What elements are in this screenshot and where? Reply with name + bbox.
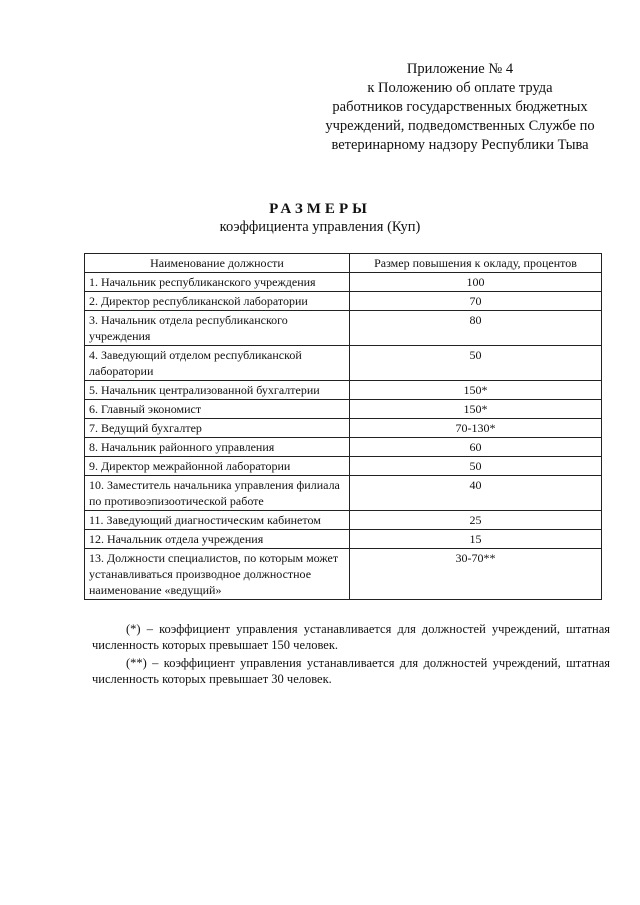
rate-cell: 50 xyxy=(350,346,602,381)
appendix-line: учреждений, подведомственных Службе по xyxy=(325,118,595,134)
rate-cell: 30-70** xyxy=(350,549,602,600)
table-row xyxy=(85,381,602,400)
table-row xyxy=(85,346,602,381)
position-cell: 12. Начальник отдела учреждения xyxy=(85,530,350,549)
table-row xyxy=(85,273,602,292)
appendix-line: Приложение № 4 xyxy=(406,61,514,77)
position-cell: 7. Ведущий бухгалтер xyxy=(85,419,350,438)
table-row xyxy=(85,476,602,511)
rate-cell: 60 xyxy=(350,438,602,457)
column-header-position: Наименование должности xyxy=(85,254,350,273)
table-row xyxy=(85,511,602,530)
appendix-line: ветеринарному надзору Республики Тыва xyxy=(331,137,589,153)
title-main: РАЗМЕРЫ xyxy=(269,201,371,217)
rate-cell: 150* xyxy=(350,381,602,400)
rate-cell: 25 xyxy=(350,511,602,530)
footnotes xyxy=(92,621,610,689)
position-cell: 13. Должности специалистов, по которым может устанавливаться производное должностное наименование «ведущий» xyxy=(85,549,350,600)
rate-cell: 50 xyxy=(350,457,602,476)
position-cell: 5. Начальник централизованной бухгалтерии xyxy=(85,381,350,400)
position-cell: 9. Директор межрайонной лаборатории xyxy=(85,457,350,476)
position-cell: 4. Заведующий отделом республиканской лаборатории xyxy=(85,346,350,381)
table-row xyxy=(85,530,602,549)
document-title xyxy=(0,200,640,236)
rate-cell: 70 xyxy=(350,292,602,311)
title-subtitle: коэффициента управления (Куп) xyxy=(219,219,421,235)
position-cell: 11. Заведующий диагностическим кабинетом xyxy=(85,511,350,530)
table-row xyxy=(85,419,602,438)
position-cell: 8. Начальник районного управления xyxy=(85,438,350,457)
position-cell: 10. Заместитель начальника управления филиала по противоэпизоотической работе xyxy=(85,476,350,511)
rate-cell: 150* xyxy=(350,400,602,419)
position-cell: 2. Директор республиканской лаборатории xyxy=(85,292,350,311)
appendix-line: к Положению об оплате труда xyxy=(367,80,553,96)
rate-cell: 80 xyxy=(350,311,602,346)
position-cell: 1. Начальник республиканского учреждения xyxy=(85,273,350,292)
table-row xyxy=(85,457,602,476)
rate-cell: 15 xyxy=(350,530,602,549)
table-row xyxy=(85,438,602,457)
rate-cell: 100 xyxy=(350,273,602,292)
rate-cell: 70-130* xyxy=(350,419,602,438)
table-row xyxy=(85,400,602,419)
position-cell: 3. Начальник отдела республиканского учреждения xyxy=(85,311,350,346)
coefficients-table xyxy=(84,253,602,600)
appendix-header xyxy=(300,60,620,155)
appendix-line: работников государственных бюджетных xyxy=(332,99,588,115)
table-row xyxy=(85,549,602,600)
footnote: (**) – коэффициент управления устанавливается для должностей учреждений, штатная численность которых превышает 30 человек. xyxy=(92,656,610,686)
footnote: (*) – коэффициент управления устанавливается для должностей учреждений, штатная численность которых превышает 150 человек. xyxy=(92,622,610,652)
position-cell: 6. Главный экономист xyxy=(85,400,350,419)
rate-cell: 40 xyxy=(350,476,602,511)
column-header-rate: Размер повышения к окладу, процентов xyxy=(350,254,602,273)
table-row xyxy=(85,311,602,346)
table-header-row xyxy=(85,254,602,273)
table-row xyxy=(85,292,602,311)
